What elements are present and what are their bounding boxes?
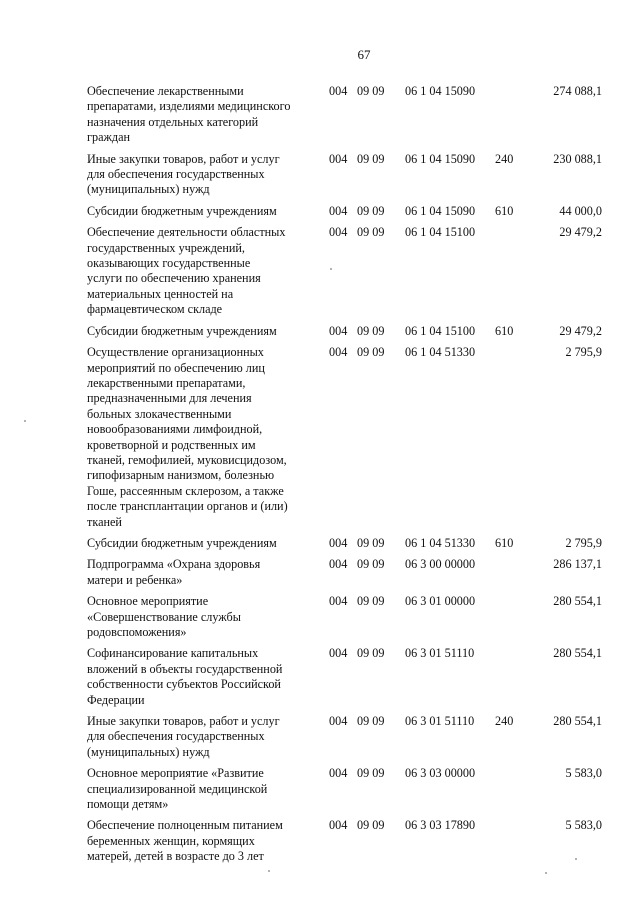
row-name: Софинансирование капитальных вложений в объекты государственной собственности субъектов Российской Федерации [87,646,283,707]
table-row [87,345,602,530]
table-row [87,536,602,551]
row-amount: 2 795,9 [565,345,602,360]
row-amount: 280 554,1 [553,646,602,661]
row-amount: 29 479,2 [559,323,602,338]
table-row [87,204,602,219]
table-row [87,225,602,317]
row-section-code: 09 09 [357,84,385,98]
row-amount: 280 554,1 [553,714,602,729]
row-amount: 5 583,0 [565,766,602,781]
row-name: Основное мероприятие «Развитие специализированной медицинской помощи детям» [87,766,268,812]
row-amount: 5 583,0 [565,818,602,833]
row-name: Подпрограмма «Охрана здоровья матери и ребенка» [87,557,261,587]
row-section-code: 09 09 [357,714,385,729]
row-target-code: 06 1 04 15090 [405,151,476,166]
row-amount: 2 795,9 [565,535,602,550]
row-name: Субсидии бюджетным учреждениям [87,323,277,338]
row-section-code: 09 09 [357,766,385,781]
row-target-code: 06 1 04 51330 [405,345,476,360]
row-ministry-code: 004 [329,646,348,661]
page-number: 67 [357,47,371,62]
row-section-code: 09 09 [357,535,385,550]
table-row [87,818,602,864]
row-ministry-code: 004 [329,594,348,609]
row-name: Субсидии бюджетным учреждениям [87,535,277,550]
table-row [87,766,602,812]
row-ministry-code: 004 [329,766,348,781]
row-name: Обеспечение лекарственными препаратами, изделиями медицинского назначения отдельных категорий граждан [87,84,291,145]
row-target-code: 06 3 03 00000 [405,766,476,781]
row-amount: 29 479,2 [559,225,602,240]
row-name: Осуществление организационных мероприятий по обеспечению лиц лекарственными препаратами, предназначенными для лечения больных злокачественными новообразованиями лимфоидной, кроветворной и родственных им тканей, гемофилией, муковисцидозом, гипофизарным нанизмом, болезнью Гоше, рассеянным склерозом, а также после трансплантации органов и (или) тканей [87,345,288,529]
row-target-code: 06 1 04 51330 [405,535,476,550]
scan-speck [575,858,577,860]
row-target-code: 06 1 04 15090 [405,84,476,98]
row-target-code: 06 3 00 00000 [405,557,476,572]
row-target-code: 06 1 04 15100 [405,323,476,338]
table-row [87,324,602,339]
row-amount: 280 554,1 [553,594,602,609]
row-section-code: 09 09 [357,594,385,609]
row-ministry-code: 004 [329,151,348,166]
row-name: Иные закупки товаров, работ и услуг для обеспечения государственных (муниципальных) нужд [87,714,280,759]
row-expense-type: 610 [495,323,514,338]
table-row [87,646,602,708]
row-amount: 44 000,0 [559,203,602,218]
row-section-code: 09 09 [357,646,385,661]
row-expense-type: 610 [495,203,514,218]
budget-table [87,84,602,871]
row-expense-type: 240 [495,714,514,729]
row-section-code: 09 09 [357,818,385,833]
scan-speck [330,268,332,270]
row-target-code: 06 3 01 51110 [405,646,475,661]
table-row [87,152,602,198]
row-target-code: 06 1 04 15090 [405,203,476,218]
row-section-code: 09 09 [357,557,385,572]
row-amount: 230 088,1 [553,151,602,166]
scan-speck [24,420,26,422]
row-name: Субсидии бюджетным учреждениям [87,203,277,218]
row-section-code: 09 09 [357,323,385,338]
table-row [87,594,602,640]
row-ministry-code: 004 [329,225,348,240]
row-target-code: 06 1 04 15100 [405,225,476,240]
row-amount: 274 088,1 [553,84,602,98]
row-section-code: 09 09 [357,345,385,360]
row-ministry-code: 004 [329,714,348,729]
row-amount: 286 137,1 [553,557,602,572]
table-row [87,84,602,146]
row-target-code: 06 3 01 00000 [405,594,476,609]
row-ministry-code: 004 [329,84,348,98]
row-name: Основное мероприятие «Совершенствование службы родовспоможения» [87,594,241,639]
row-section-code: 09 09 [357,225,385,240]
row-target-code: 06 3 01 51110 [405,714,475,729]
row-target-code: 06 3 03 17890 [405,818,476,833]
scan-speck [545,872,547,874]
row-ministry-code: 004 [329,345,348,360]
row-ministry-code: 004 [329,203,348,218]
row-ministry-code: 004 [329,323,348,338]
table-row [87,557,602,588]
row-ministry-code: 004 [329,535,348,550]
row-name: Иные закупки товаров, работ и услуг для обеспечения государственных (муниципальных) нужд [87,151,280,197]
scan-speck [268,870,270,872]
row-name: Обеспечение деятельности областных государственных учреждений, оказывающих государственные услуги по обеспечению хранения материальных ценностей на фармацевтическом складе [87,225,286,317]
row-ministry-code: 004 [329,557,348,572]
row-section-code: 09 09 [357,151,385,166]
row-expense-type: 610 [495,535,514,550]
table-row [87,714,602,760]
row-name: Обеспечение полноценным питанием беременных женщин, кормящих матерей, детей в возрасте до 3 лет [87,818,283,864]
row-section-code: 09 09 [357,203,385,218]
row-ministry-code: 004 [329,818,348,833]
row-expense-type: 240 [495,151,514,166]
